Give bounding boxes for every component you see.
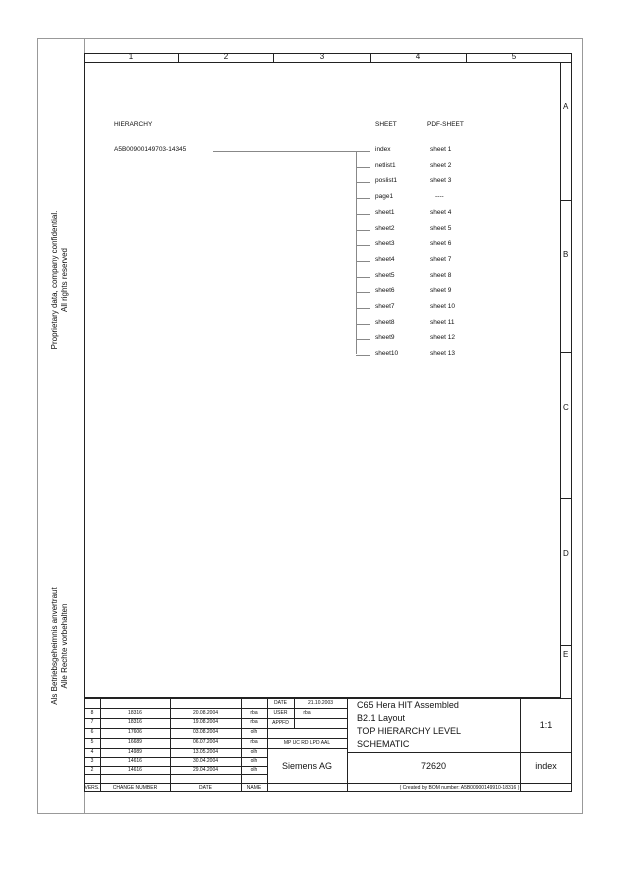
- confidential-notice: [50, 200, 70, 360]
- drawing-area: [84, 62, 561, 698]
- pdf-sheet-entry: sheet 2: [430, 161, 452, 169]
- sheet-name: index: [535, 761, 557, 771]
- revision-date: 06.07.2004: [192, 739, 219, 745]
- sheet-name-entry: sheet3: [375, 240, 395, 248]
- column-number: 1: [128, 52, 134, 61]
- german-line: Als Betriebsgeheimnis anvertraut: [50, 587, 59, 705]
- revision-name: olh: [250, 767, 258, 773]
- column-divider: [466, 53, 467, 62]
- revision-name: olh: [250, 729, 258, 735]
- hierarchy-header: HIERARCHY: [114, 121, 153, 128]
- pdf-sheet-entry: sheet 1: [430, 146, 452, 153]
- sheet-name-entry: sheet6: [375, 287, 395, 295]
- row-letter: C: [563, 403, 569, 412]
- column-divider: [370, 53, 371, 62]
- pdf-sheet-entry: sheet 8: [430, 271, 452, 279]
- revision-name: olh: [250, 749, 258, 755]
- revision-name: olh: [250, 758, 258, 764]
- tree-branch-line: [356, 355, 370, 356]
- pdf-sheet-entry: sheet 5: [430, 224, 452, 232]
- revision-change: 14616: [128, 767, 142, 773]
- revision-name: rba: [250, 719, 258, 725]
- tree-branch-line: [356, 151, 370, 152]
- row-divider: [561, 498, 572, 499]
- change-number-header: CHANGE NUMBER: [112, 785, 158, 791]
- pdf-sheet-entry: sheet 4: [430, 208, 452, 216]
- pdf-sheet-header: PDF-SHEET: [427, 121, 464, 128]
- sheet-name-entry: sheet5: [375, 271, 395, 279]
- company-name: Siemens AG: [281, 761, 333, 771]
- title-line: C65 Hera HIT Assembled: [357, 700, 459, 710]
- revision-name: rba: [250, 710, 258, 716]
- revision-change: 18316: [128, 710, 142, 716]
- pdf-sheet-entry: sheet 13: [430, 350, 455, 358]
- user-value: rba: [303, 710, 311, 716]
- tree-branch-line: [356, 339, 370, 340]
- department: MP UC RD LPD AAL: [283, 740, 331, 746]
- drawing-title: [357, 699, 461, 751]
- revision-date: 13.05.2004: [192, 749, 219, 755]
- revision-change: 16689: [128, 739, 142, 745]
- row-letter: A: [563, 102, 569, 111]
- revision-name: rba: [250, 739, 258, 745]
- sheet-name-entry: sheet10: [375, 350, 399, 358]
- tree-branch-line: [356, 308, 370, 309]
- title-line: SCHEMATIC: [357, 739, 410, 749]
- row-divider: [561, 645, 572, 646]
- sheet-name-entry: sheet4: [375, 255, 395, 263]
- sheet-name-entry: sheet2: [375, 224, 395, 232]
- column-number: 4: [415, 52, 421, 61]
- revision-vers: 8: [90, 710, 94, 716]
- revision-date: 29.04.2004: [192, 767, 219, 773]
- row-divider: [561, 200, 572, 201]
- tree-branch-line: [356, 182, 370, 183]
- sheet-name-entry: sheet8: [375, 318, 395, 326]
- column-header-line: [84, 62, 572, 63]
- column-number: 2: [223, 52, 229, 61]
- tree-branch-line: [356, 167, 370, 168]
- tree-branch-line: [356, 230, 370, 231]
- pdf-sheet-entry: sheet 11: [430, 318, 455, 326]
- sheet-name-entry: page1: [375, 193, 394, 201]
- sheet-name-entry: sheet7: [375, 303, 395, 310]
- sheet-name-entry: poslist1: [375, 177, 398, 185]
- column-divider: [178, 53, 179, 62]
- row-letter: B: [563, 250, 569, 259]
- column-divider: [273, 53, 274, 62]
- revision-vers: 4: [90, 749, 94, 755]
- row-divider: [561, 352, 572, 353]
- tree-branch-line: [356, 324, 370, 325]
- pdf-sheet-entry: sheet 6: [430, 240, 452, 248]
- row-letter: E: [563, 650, 569, 659]
- confidential-line: Proprietary data, company confidential.: [50, 210, 59, 350]
- revision-vers: 3: [90, 758, 94, 764]
- sheet-name-entry: sheet1: [375, 208, 395, 216]
- tree-branch-line: [356, 245, 370, 246]
- revision-date: 03.08.2004: [192, 729, 219, 735]
- revision-date: 19.08.2004: [192, 719, 219, 725]
- vers-header: VERS.: [84, 785, 100, 791]
- root-connector-line: [213, 151, 356, 152]
- tree-branch-line: [356, 261, 370, 262]
- pdf-sheet-entry: sheet 7: [430, 255, 452, 263]
- pdf-sheet-entry: sheet 3: [430, 177, 452, 185]
- revision-change: 14989: [128, 749, 142, 755]
- pdf-sheet-entry: sheet 9: [430, 287, 452, 295]
- tree-branch-line: [356, 198, 370, 199]
- row-letter: D: [563, 549, 569, 558]
- revision-vers: 2: [90, 767, 94, 773]
- title-line: TOP HIERARCHY LEVEL: [357, 726, 462, 736]
- user-label: USER: [273, 710, 288, 716]
- title-line: B2.1 Layout: [357, 713, 406, 723]
- revision-change: 18316: [128, 719, 142, 725]
- sheet-name-entry: netlist1: [375, 161, 396, 169]
- pdf-sheet-entry: ----: [435, 193, 444, 201]
- tree-branch-line: [356, 214, 370, 215]
- revision-date: 20.08.2004: [192, 710, 219, 716]
- revision-change: 14616: [128, 758, 142, 764]
- revision-vers: 7: [90, 719, 94, 725]
- german-line: Alle Rechte vorbehalten: [60, 603, 69, 689]
- column-number: 3: [319, 52, 325, 61]
- revision-change: 17606: [128, 729, 142, 735]
- revision-date: 30.04.2004: [192, 758, 219, 764]
- created-by-note: ( Created by BOM number: A5B00900149910-18316 ): [399, 785, 520, 791]
- root-part-number: A5B00900149703-14345: [114, 146, 187, 153]
- revision-vers: 5: [90, 739, 94, 745]
- appfd-label: APPFD: [272, 720, 289, 726]
- drawing-number: 72620: [420, 761, 447, 771]
- pdf-sheet-entry: sheet 10: [430, 303, 455, 310]
- german-notice: [50, 578, 70, 714]
- title-block: [84, 698, 572, 792]
- tree-branch-line: [356, 277, 370, 278]
- date-header: DATE: [199, 785, 212, 791]
- date-value: 21.10.2003: [307, 700, 334, 706]
- sheet-name-entry: sheet9: [375, 334, 395, 342]
- date-label: DATE: [274, 700, 287, 706]
- name-header: NAME: [246, 785, 262, 791]
- column-number: 5: [511, 52, 517, 61]
- confidential-line: All rights reserved: [60, 247, 69, 313]
- sheet-name-entry: index: [375, 146, 391, 153]
- revision-vers: 6: [90, 729, 94, 735]
- scale-value: 1:1: [539, 720, 553, 730]
- pdf-sheet-entry: sheet 12: [430, 334, 455, 342]
- sheet-header: SHEET: [375, 121, 397, 128]
- tree-branch-line: [356, 292, 370, 293]
